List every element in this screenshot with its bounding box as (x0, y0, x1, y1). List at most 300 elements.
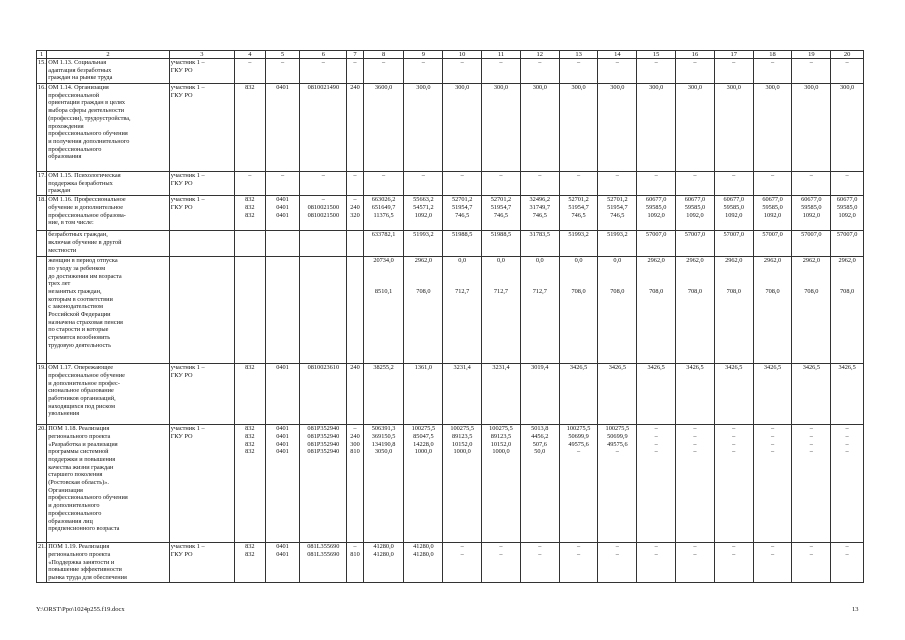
cell-line: и получения дополнительного (48, 137, 130, 145)
cell-line: 3426,5 (725, 364, 743, 372)
value-cell (520, 231, 559, 257)
executor-cell (169, 59, 234, 84)
cell-line: – (845, 432, 849, 440)
header-cell-5: 5 (265, 51, 300, 59)
value-cell (482, 364, 521, 425)
table-row (37, 59, 864, 84)
cell-line: 41280,0 (413, 550, 434, 558)
cell-line: – (576, 448, 581, 456)
cell-line: 0401 (276, 440, 289, 448)
value-cell (676, 231, 715, 257)
cell-line (755, 265, 791, 273)
cell-line: 1000,0 (414, 448, 433, 456)
cell-line: (профессии), трудоустройства, (48, 114, 131, 122)
cell-line: профессионального обучения (48, 494, 128, 502)
cell-line: – (460, 543, 464, 551)
cell-line: – (654, 550, 658, 558)
value-cell (300, 172, 347, 196)
cell-line: 3426,5 (608, 364, 627, 372)
cell-line: 746,5 (455, 211, 470, 219)
cell-line: – (421, 172, 425, 179)
cell-line: 300,0 (416, 84, 431, 91)
cell-line: – (693, 550, 697, 558)
cell-line: 51954,7 (451, 203, 473, 211)
value-cell (482, 425, 521, 543)
value-cell (300, 59, 347, 84)
cell-line: ОМ 1.13. Социальная (48, 59, 107, 66)
header-cell-4: 4 (235, 51, 266, 59)
value-cell (753, 231, 792, 257)
header-cell-20: 20 (831, 51, 864, 59)
value-cell (482, 257, 521, 364)
cell-line: – (654, 448, 658, 456)
value-cell (363, 196, 404, 231)
table-row (37, 172, 864, 196)
cell-line: – (770, 432, 775, 440)
value-cell (443, 425, 482, 543)
cell-line: 712,7 (493, 287, 509, 295)
cell-line: адаптация безработных (48, 66, 112, 74)
value-cell (753, 364, 792, 425)
cell-line: – (809, 543, 813, 551)
value-cell (265, 172, 300, 196)
cell-line: – (538, 59, 542, 66)
cell-line: 10152,0 (451, 440, 473, 448)
cell-line: прохождения (48, 122, 84, 130)
header-cell-1: 1 (37, 51, 47, 59)
header-cell-17: 17 (714, 51, 753, 59)
value-cell (443, 196, 482, 231)
cell-line: 1092,0 (838, 211, 856, 219)
cell-line: 0401 (276, 211, 289, 219)
cell-line: 708,0 (804, 287, 819, 295)
cell-line: 3426,5 (647, 364, 665, 372)
cell-line: 081L355690 (307, 543, 340, 551)
cell-line (638, 273, 674, 281)
cell-line (522, 273, 558, 281)
cell-line: 50699,9 (568, 432, 589, 440)
measure-name-cell (47, 59, 170, 84)
cell-line: 59585,0 (723, 203, 744, 211)
value-cell (637, 196, 676, 231)
cell-line: ОМ 1.14. Организация (48, 84, 109, 91)
cell-line (638, 265, 674, 273)
value-cell (559, 364, 598, 425)
table-row (37, 364, 864, 425)
value-cell (676, 543, 715, 583)
measure-name-cell (47, 231, 170, 257)
cell-line: – (499, 550, 503, 558)
cell-line: 0810021500 (307, 203, 340, 211)
value-cell (559, 257, 598, 364)
cell-line: 59585,0 (762, 203, 783, 211)
cell-line: – (809, 59, 813, 66)
cell-line: 21. (38, 543, 46, 551)
cell-line: профессиональное обучение (48, 371, 125, 379)
value-cell (443, 172, 482, 196)
cell-line (365, 265, 403, 273)
cell-line: 300,0 (804, 84, 819, 91)
value-cell (482, 231, 521, 257)
cell-line: по уходу за ребенком (48, 264, 106, 272)
measure-name-cell (47, 84, 170, 172)
cell-line: Российской Федерации (48, 311, 111, 319)
value-cell (559, 231, 598, 257)
cell-line: 300,0 (610, 84, 625, 91)
cell-line: 3426,5 (838, 364, 856, 372)
cell-line: – (732, 543, 736, 551)
cell-line: 60677,0 (645, 196, 667, 204)
value-cell (753, 84, 792, 172)
cell-line (755, 273, 791, 281)
cell-line: 89123,5 (490, 432, 512, 440)
table-row (37, 425, 864, 543)
executor-cell (169, 196, 234, 231)
footer-page-number: 13 (852, 606, 859, 613)
cell-line: 51954,7 (568, 203, 589, 211)
cell-line: – (693, 543, 697, 551)
cell-line: 49575,6 (607, 440, 628, 448)
cell-line: увольнения (48, 410, 80, 418)
executor-cell (169, 84, 234, 172)
value-cell (363, 257, 404, 364)
value-cell (598, 59, 637, 84)
value-cell (753, 543, 792, 583)
cell-line: – (499, 543, 503, 551)
cell-line (561, 280, 597, 288)
cell-line: – (353, 425, 357, 433)
cell-line: 51988,5 (451, 231, 473, 239)
budget-table (36, 50, 864, 583)
cell-line: – (770, 448, 775, 456)
cell-line: 832 (245, 432, 255, 440)
cell-line: 369150,5 (371, 432, 396, 440)
cell-line (348, 231, 361, 239)
cell-line: – (693, 432, 697, 440)
cell-line: безработных граждан, (48, 231, 108, 239)
value-cell (520, 172, 559, 196)
cell-line: 708,0 (726, 287, 741, 295)
cell-line: – (732, 172, 736, 179)
cell-line: регионального проекта (48, 550, 111, 558)
cell-line: 2962,0 (802, 257, 821, 265)
cell-line (483, 280, 519, 288)
cell-line: ГКУ РО (170, 179, 193, 187)
cell-line: 810 (350, 448, 360, 456)
header-cell-3: 3 (169, 51, 234, 59)
value-cell (559, 84, 598, 172)
cell-line: 0,0 (613, 257, 622, 265)
cell-line: – (770, 543, 775, 551)
value-cell (637, 543, 676, 583)
value-cell (831, 257, 864, 364)
row-number-cell (37, 196, 47, 231)
cell-line: 240 (350, 432, 360, 440)
value-cell (598, 172, 637, 196)
cell-line: – (499, 172, 503, 179)
cell-line: 89123,5 (451, 432, 473, 440)
cell-line: – (576, 59, 581, 66)
executor-cell (169, 425, 234, 543)
cell-line: местности (48, 246, 77, 254)
value-cell (265, 257, 300, 364)
cell-line (599, 280, 635, 288)
cell-line (755, 280, 791, 288)
value-cell (714, 172, 753, 196)
cell-line: 11376,5 (373, 211, 394, 219)
value-cell (559, 543, 598, 583)
table-body (37, 51, 864, 583)
value-cell (676, 84, 715, 172)
cell-line: 1092,0 (725, 211, 743, 219)
value-cell (265, 425, 300, 543)
value-cell (300, 231, 347, 257)
cell-line: профессиональной (48, 91, 100, 99)
cell-line: находящихся под риском (48, 402, 115, 410)
cell-line: участник 1 – (170, 59, 205, 66)
cell-line: – (845, 448, 849, 456)
cell-line: 832 (245, 211, 255, 219)
cell-line: 708,0 (687, 287, 703, 295)
cell-line: 57007,0 (762, 231, 783, 239)
value-cell (235, 543, 266, 583)
cell-line: – (321, 59, 325, 66)
cell-line: 52701,2 (451, 196, 473, 204)
cell-line: 3426,5 (802, 364, 821, 372)
cell-line (405, 273, 441, 281)
cell-line: 633782,1 (371, 231, 396, 239)
cell-line: 0810023610 (307, 364, 340, 372)
cell-line (301, 257, 345, 265)
value-cell (363, 364, 404, 425)
cell-line (677, 273, 713, 281)
measure-name-cell (47, 425, 170, 543)
cell-line: – (845, 440, 849, 448)
cell-line: 832 (245, 440, 255, 448)
value-cell (363, 59, 404, 84)
cell-line: 0401 (276, 425, 289, 433)
cell-line: 081P352940 (307, 448, 340, 456)
header-cell-9: 9 (404, 51, 443, 59)
value-cell (792, 84, 831, 172)
header-cell-15: 15 (637, 51, 676, 59)
cell-line: обучение и дополнительное (48, 203, 124, 211)
cell-line: – (732, 440, 736, 448)
cell-line: ОМ 1.17. Опережающее (48, 364, 114, 372)
measure-name-cell (47, 196, 170, 231)
header-cell-13: 13 (559, 51, 598, 59)
value-cell (235, 59, 266, 84)
cell-line: – (615, 448, 619, 456)
value-cell (347, 364, 363, 425)
value-cell (676, 59, 715, 84)
cell-line (236, 257, 264, 265)
cell-line: участник 1 – (170, 172, 205, 179)
cell-line: 746,5 (610, 211, 625, 219)
value-cell (792, 231, 831, 257)
value-cell (404, 172, 443, 196)
cell-line: 300,0 (840, 84, 855, 91)
cell-line: 0,0 (535, 257, 544, 265)
cell-line: 1092,0 (647, 211, 665, 219)
cell-line: 50,0 (534, 448, 546, 456)
cell-line: 17. (38, 172, 46, 179)
cell-line: – (615, 550, 619, 558)
value-cell (753, 196, 792, 231)
value-cell (443, 59, 482, 84)
value-cell (792, 59, 831, 84)
cell-line: выбора сферы деятельности (48, 107, 125, 115)
value-cell (300, 257, 347, 364)
cell-line: ПОМ 1.18. Реализация (48, 425, 110, 433)
cell-line: – (770, 440, 775, 448)
cell-line: и дополнительное профес- (48, 379, 120, 387)
cell-line: 57007,0 (684, 231, 706, 239)
cell-line: 51993,2 (413, 231, 434, 239)
cell-line: – (654, 543, 658, 551)
cell-line: работников организаций, (48, 394, 116, 402)
value-cell (714, 257, 753, 364)
value-cell (443, 543, 482, 583)
value-cell (753, 172, 792, 196)
table-row (37, 84, 864, 172)
cell-line: 20734,0 (373, 257, 394, 265)
value-cell (831, 196, 864, 231)
cell-line (444, 265, 480, 273)
value-cell (347, 257, 363, 364)
cell-line: участник 1 – (170, 364, 205, 372)
value-cell (598, 257, 637, 364)
cell-line (638, 280, 674, 288)
value-cell (443, 364, 482, 425)
cell-line: профессионального обучения (48, 130, 128, 138)
header-cell-11: 11 (482, 51, 521, 59)
value-cell (831, 84, 864, 172)
value-cell (347, 172, 363, 196)
value-cell (598, 543, 637, 583)
cell-line: – (654, 172, 658, 179)
cell-line: ГКУ РО (170, 203, 193, 211)
cell-line: 52701,2 (490, 196, 512, 204)
cell-line: 3426,5 (763, 364, 782, 372)
cell-line: 57007,0 (645, 231, 667, 239)
cell-line: 300,0 (649, 84, 664, 91)
value-cell (714, 196, 753, 231)
cell-line: 300,0 (532, 84, 547, 91)
row-number-cell (37, 257, 47, 364)
cell-line: 60677,0 (801, 196, 822, 204)
value-cell (831, 364, 864, 425)
value-cell (363, 84, 404, 172)
cell-line: 51954,7 (607, 203, 628, 211)
cell-line: 3019,4 (531, 364, 549, 372)
cell-line: 3426,5 (686, 364, 704, 372)
value-cell (714, 425, 753, 543)
cell-line: 300,0 (687, 84, 703, 91)
cell-line: – (845, 59, 849, 66)
cell-line: 85047,5 (413, 432, 434, 440)
cell-line: ГКУ РО (170, 550, 193, 558)
cell-line: «Поддержка занятости и (48, 558, 115, 566)
value-cell (831, 172, 864, 196)
value-cell (347, 231, 363, 257)
cell-line: – (770, 425, 775, 433)
value-cell (598, 425, 637, 543)
value-cell (792, 196, 831, 231)
cell-line: – (280, 59, 285, 66)
cell-line: – (654, 432, 658, 440)
value-cell (637, 172, 676, 196)
cell-line: ОМ 1.15. Психологическая (48, 172, 121, 179)
cell-line: старшего поколения (48, 471, 103, 479)
header-cell-10: 10 (443, 51, 482, 59)
cell-line: 1092,0 (802, 211, 821, 219)
cell-line: Организация (48, 486, 83, 494)
value-cell (792, 257, 831, 364)
cell-line: 2962,0 (686, 257, 704, 265)
cell-line: 59585,0 (801, 203, 822, 211)
cell-line: 2962,0 (763, 257, 782, 265)
cell-line: – (499, 59, 503, 66)
cell-line (171, 257, 233, 265)
header-cell-12: 12 (520, 51, 559, 59)
cell-line: 54571,2 (413, 203, 434, 211)
cell-line: – (693, 448, 697, 456)
value-cell (482, 84, 521, 172)
cell-line: повышение эффективности (48, 566, 122, 574)
cell-line: 832 (245, 364, 255, 372)
value-cell (363, 231, 404, 257)
value-cell (404, 425, 443, 543)
value-cell (235, 257, 266, 364)
cell-line: 32496,2 (529, 196, 550, 204)
cell-line: 0401 (276, 543, 289, 551)
cell-line: – (576, 550, 581, 558)
cell-line: женщин в период отпуска (48, 257, 118, 265)
cell-line: 810 (350, 550, 360, 558)
cell-line: 14228,0 (413, 440, 434, 448)
cell-line: 832 (245, 550, 255, 558)
value-cell (300, 425, 347, 543)
cell-line (832, 280, 862, 288)
cell-line: участник 1 – (170, 543, 205, 551)
cell-line: – (770, 550, 775, 558)
cell-line (348, 257, 361, 265)
cell-line: 2962,0 (414, 257, 433, 265)
cell-line: 0401 (276, 203, 289, 211)
value-cell (404, 196, 443, 231)
executor-cell (169, 364, 234, 425)
cell-line: трех лет (48, 280, 71, 288)
cell-line (716, 280, 752, 288)
cell-line (677, 280, 713, 288)
value-cell (559, 59, 598, 84)
value-cell (753, 425, 792, 543)
cell-line: 1361,0 (414, 364, 433, 372)
cell-line: ориентации граждан в целях (48, 99, 126, 107)
cell-line: 51993,2 (568, 231, 589, 239)
cell-line: 59585,0 (684, 203, 706, 211)
cell-line: регионального проекта (48, 432, 111, 440)
cell-line: 708,0 (649, 287, 664, 295)
value-cell (300, 196, 347, 231)
value-cell (676, 257, 715, 364)
value-cell (753, 257, 792, 364)
cell-line (599, 265, 635, 273)
cell-line: – (381, 172, 386, 179)
cell-line: (Ростовская область)». (48, 479, 109, 487)
cell-line: 3050,0 (374, 448, 393, 456)
